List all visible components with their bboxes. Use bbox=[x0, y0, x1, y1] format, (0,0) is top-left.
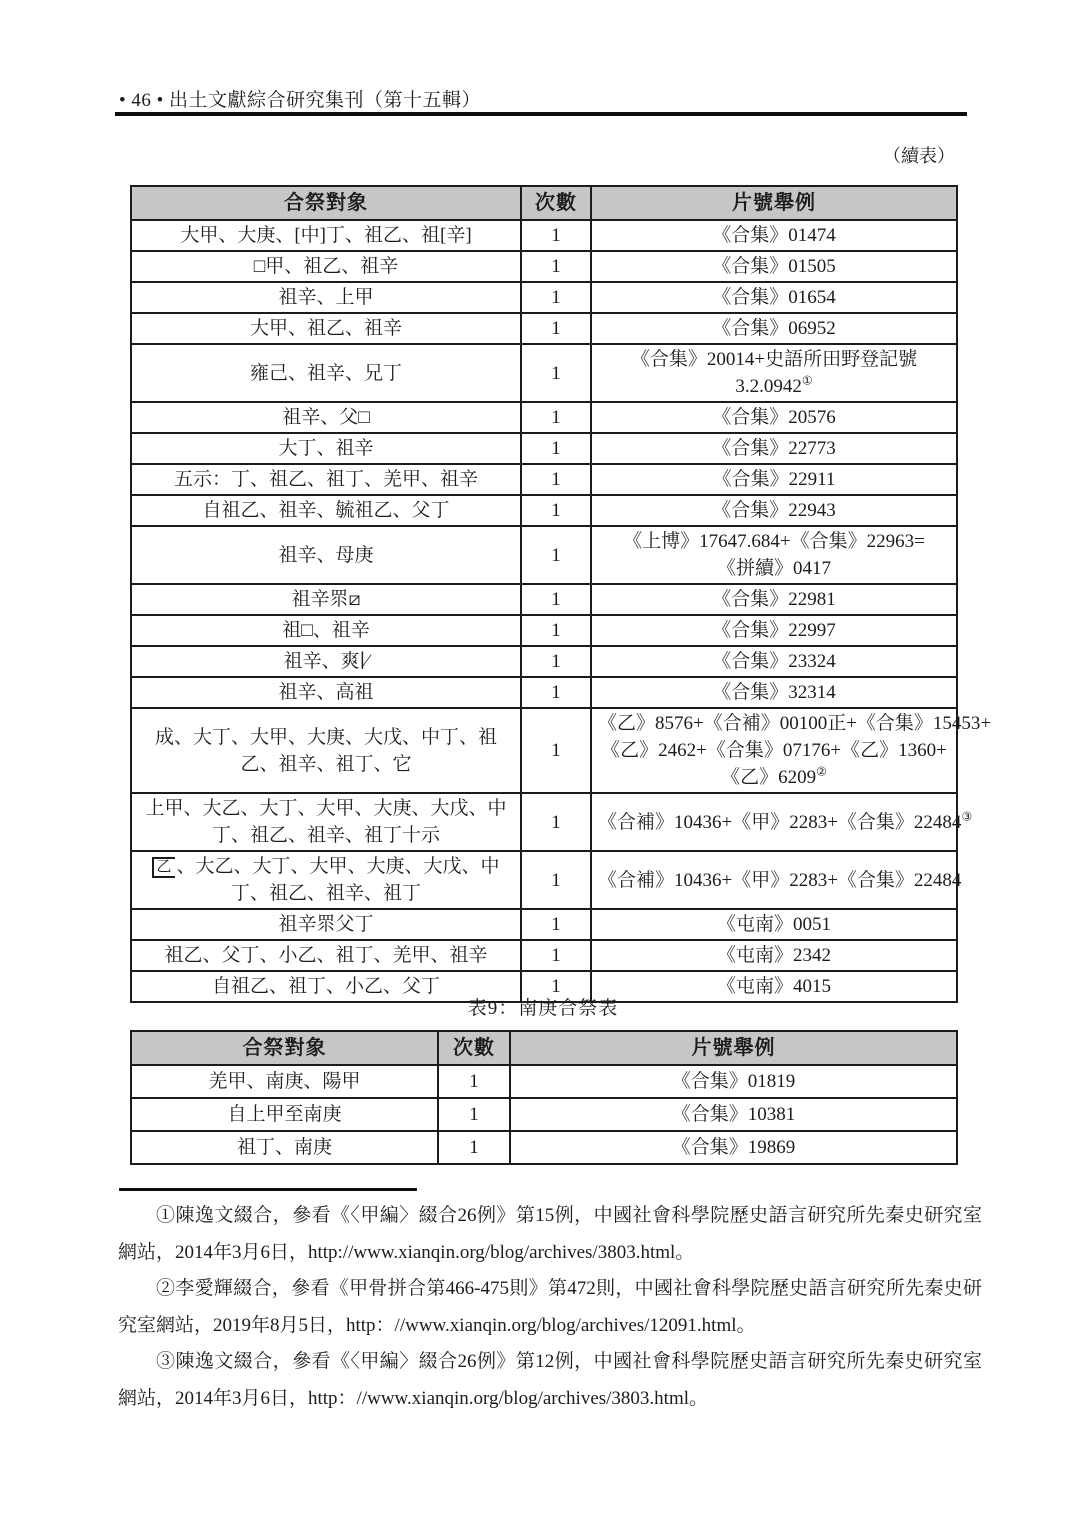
refs-cell bbox=[591, 940, 957, 971]
ref-line: 《合集》01505 bbox=[712, 256, 836, 277]
footnote-1: ①陳逸文綴合，參看《〈甲編〉綴合26例》第15例，中國社會科學院歷史語言研究所先秦史研究室網站，2014年3月6日，http://www.xianqin.org/blog/archives/3803.html。 bbox=[118, 1205, 982, 1263]
column-header-objects: 合祭對象 bbox=[131, 1031, 438, 1065]
ref-line: 《乙》2462+《合集》07176+《乙》1360+ bbox=[601, 740, 947, 761]
ref-line: 《合集》22943 bbox=[712, 500, 836, 521]
objects-cell: 祖辛、上甲 bbox=[131, 282, 521, 313]
table-row bbox=[131, 677, 957, 708]
ref-line: 《合集》06952 bbox=[712, 318, 836, 339]
objects-cell: 祖丁、南庚 bbox=[131, 1131, 438, 1164]
ref-line: 《合集》01474 bbox=[712, 225, 836, 246]
table-row bbox=[131, 851, 957, 909]
count-cell: 1 bbox=[521, 251, 591, 282]
table-row bbox=[131, 1131, 957, 1164]
ref-line: 《合集》22911 bbox=[712, 469, 836, 490]
refs-cell bbox=[591, 433, 957, 464]
ref-line: 《拼續》0417 bbox=[716, 558, 831, 579]
table-row bbox=[131, 433, 957, 464]
refs-cell bbox=[591, 344, 957, 402]
table-row bbox=[131, 464, 957, 495]
column-header-objects: 合祭對象 bbox=[131, 186, 521, 220]
refs-cell bbox=[591, 526, 957, 584]
refs-cell bbox=[591, 584, 957, 615]
objects-cell: 自上甲至南庚 bbox=[131, 1098, 438, 1131]
count-cell: 1 bbox=[521, 282, 591, 313]
refs-cell bbox=[510, 1098, 957, 1131]
table-row bbox=[131, 909, 957, 940]
ref-line: 《合集》01654 bbox=[712, 287, 836, 308]
refs-cell bbox=[591, 282, 957, 313]
objects-cell: 祖辛、父□ bbox=[131, 402, 521, 433]
table-row bbox=[131, 282, 957, 313]
footnote-3: ③陳逸文綴合，參看《〈甲編〉綴合26例》第12例，中國社會科學院歷史語言研究所先秦史研究室網站，2014年3月6日，http：//www.xianqin.org/blog/archives/3803.html。 bbox=[118, 1351, 982, 1409]
ref-line: 《屯南》2342 bbox=[716, 945, 831, 966]
refs-cell bbox=[591, 793, 973, 851]
ref-line: 《合補》10436+《甲》2283+《合集》22484 bbox=[598, 869, 962, 891]
ref-line: 《合集》32314 bbox=[712, 682, 836, 703]
footnote-marker: ① bbox=[801, 373, 813, 388]
count-cell: 1 bbox=[521, 615, 591, 646]
column-header-refs: 片號舉例 bbox=[591, 186, 957, 220]
table-header-row bbox=[131, 1031, 957, 1065]
count-cell: 1 bbox=[521, 402, 591, 433]
refs-cell bbox=[591, 251, 957, 282]
objects-cell: 自祖乙、祖辛、毓祖乙、父丁 bbox=[131, 495, 521, 526]
ref-line: 3.2.0942① bbox=[735, 373, 813, 397]
ref-line: 《合集》22981 bbox=[712, 589, 836, 610]
table9-nangeng bbox=[130, 1030, 958, 1165]
table9-caption: 表9：南庚合祭表 bbox=[467, 998, 619, 1019]
table-row bbox=[131, 220, 957, 251]
count-cell: 1 bbox=[521, 971, 591, 1002]
count-cell: 1 bbox=[521, 909, 591, 940]
objects-cell: 大甲、祖乙、祖辛 bbox=[131, 313, 521, 344]
ref-line: 《合集》19869 bbox=[671, 1137, 796, 1158]
count-cell: 1 bbox=[438, 1098, 510, 1131]
ref-line: 《合集》23324 bbox=[712, 651, 836, 672]
objects-cell: 祖辛、高祖 bbox=[131, 677, 521, 708]
table-row bbox=[131, 940, 957, 971]
header-rule bbox=[115, 112, 967, 116]
objects-cell: 上甲、大乙、大丁、大甲、大庚、大戊、中丁、祖乙、祖辛、祖丁十示 bbox=[131, 793, 521, 851]
ref-line: 《合集》20014+史語所田野登記號 bbox=[630, 349, 918, 370]
count-cell: 1 bbox=[521, 313, 591, 344]
table-row bbox=[131, 344, 957, 402]
count-cell: 1 bbox=[521, 677, 591, 708]
count-cell: 1 bbox=[521, 584, 591, 615]
table-row bbox=[131, 526, 957, 584]
count-cell: 1 bbox=[521, 220, 591, 251]
footnotes-section bbox=[118, 1198, 982, 1417]
table-row bbox=[131, 495, 957, 526]
refs-cell bbox=[591, 495, 957, 526]
column-header-count: 次數 bbox=[521, 186, 591, 220]
refs-cell bbox=[591, 313, 957, 344]
count-cell: 1 bbox=[521, 526, 591, 584]
objects-cell: 雍己、祖辛、兄丁 bbox=[131, 344, 521, 402]
table-row bbox=[131, 646, 957, 677]
table-row bbox=[131, 1098, 957, 1131]
running-head: • 46 • 出土文獻綜合研究集刊（第十五輯） bbox=[119, 90, 482, 111]
count-cell: 1 bbox=[521, 495, 591, 526]
refs-cell bbox=[591, 708, 992, 793]
objects-cell: 祖辛、母庚 bbox=[131, 526, 521, 584]
continued-table-label: （續表） bbox=[883, 146, 955, 166]
ref-line: 《屯南》4015 bbox=[716, 976, 831, 997]
column-header-refs: 片號舉例 bbox=[510, 1031, 957, 1065]
ref-line: 《合集》10381 bbox=[671, 1104, 796, 1125]
table-body bbox=[131, 220, 992, 1002]
objects-cell: 祖辛眔⧄ bbox=[131, 584, 521, 615]
objects-cell: 羌甲、南庚、陽甲 bbox=[131, 1065, 438, 1098]
ref-line: 《合集》01819 bbox=[671, 1071, 796, 1092]
objects-cell: 乙 、大乙、大丁、大甲、大庚、大戊、中丁、祖乙、祖辛、祖丁 bbox=[131, 851, 521, 909]
objects-cell: 大甲、大庚、[中]丁、祖乙、祖[辛] bbox=[131, 220, 521, 251]
refs-cell bbox=[591, 677, 957, 708]
objects-cell: 大丁、祖辛 bbox=[131, 433, 521, 464]
table-row bbox=[131, 313, 957, 344]
ref-line: 《合補》10436+《甲》2283+《合集》22484③ bbox=[598, 809, 973, 833]
footnote-marker: ② bbox=[816, 764, 827, 779]
joint-sacrifice-table-continued bbox=[130, 185, 992, 1003]
refs-cell bbox=[591, 851, 962, 909]
refs-cell bbox=[510, 1131, 957, 1164]
table-header-row bbox=[131, 186, 957, 220]
ref-line: 《屯南》0051 bbox=[716, 914, 831, 935]
table-row bbox=[131, 708, 957, 793]
ref-line: 《合集》22997 bbox=[712, 620, 836, 641]
refs-cell bbox=[591, 909, 957, 940]
count-cell: 1 bbox=[521, 433, 591, 464]
table-row bbox=[131, 615, 957, 646]
count-cell: 1 bbox=[521, 793, 591, 851]
objects-cell: □甲、祖乙、祖辛 bbox=[131, 251, 521, 282]
table-row bbox=[131, 1065, 957, 1098]
column-header-count: 次數 bbox=[438, 1031, 510, 1065]
refs-cell bbox=[591, 402, 957, 433]
table-row bbox=[131, 584, 957, 615]
table-row bbox=[131, 251, 957, 282]
ref-line: 《合集》22773 bbox=[712, 438, 836, 459]
count-cell: 1 bbox=[521, 708, 591, 793]
objects-cell: 祖□、祖辛 bbox=[131, 615, 521, 646]
footnote-2: ②李愛輝綴合，參看《甲骨拼合第466-475則》第472則，中國社會科學院歷史語言研究所先秦史研究室網站，2019年8月5日，http：//www.xianqin.org/blog/archives/12091.html。 bbox=[118, 1278, 982, 1336]
refs-cell bbox=[591, 646, 957, 677]
refs-cell bbox=[591, 220, 957, 251]
objects-cell: 祖辛眔父丁 bbox=[131, 909, 521, 940]
boxed-char: 乙 bbox=[152, 857, 174, 878]
refs-cell bbox=[591, 615, 957, 646]
footnote-rule bbox=[119, 1188, 417, 1191]
table-row bbox=[131, 402, 957, 433]
count-cell: 1 bbox=[521, 851, 591, 909]
count-cell: 1 bbox=[521, 940, 591, 971]
refs-cell bbox=[591, 464, 957, 495]
objects-cell: 祖乙、父丁、小乙、祖丁、羌甲、祖辛 bbox=[131, 940, 521, 971]
ref-line: 《上博》17647.684+《合集》22963= bbox=[623, 531, 925, 552]
table-body bbox=[131, 1065, 957, 1164]
count-cell: 1 bbox=[521, 464, 591, 495]
count-cell: 1 bbox=[521, 344, 591, 402]
count-cell: 1 bbox=[521, 646, 591, 677]
objects-cell: 祖辛、爽∣∕ bbox=[131, 646, 521, 677]
ref-line: 《合集》20576 bbox=[712, 407, 836, 428]
objects-cell: 自祖乙、祖丁、小乙、父丁 bbox=[131, 971, 521, 1002]
table-row bbox=[131, 793, 957, 851]
count-cell: 1 bbox=[438, 1065, 510, 1098]
ref-line: 《乙》6209② bbox=[721, 764, 827, 788]
ref-line: 《乙》8576+《合補》00100正+《合集》15453+ bbox=[598, 713, 992, 734]
objects-cell: 五示：丁、祖乙、祖丁、羌甲、祖辛 bbox=[131, 464, 521, 495]
refs-cell bbox=[510, 1065, 957, 1098]
objects-cell: 成、大丁、大甲、大庚、大戊、中丁、祖乙、祖辛、祖丁、它 bbox=[131, 708, 521, 793]
count-cell: 1 bbox=[438, 1131, 510, 1164]
footnote-marker: ③ bbox=[961, 809, 973, 824]
